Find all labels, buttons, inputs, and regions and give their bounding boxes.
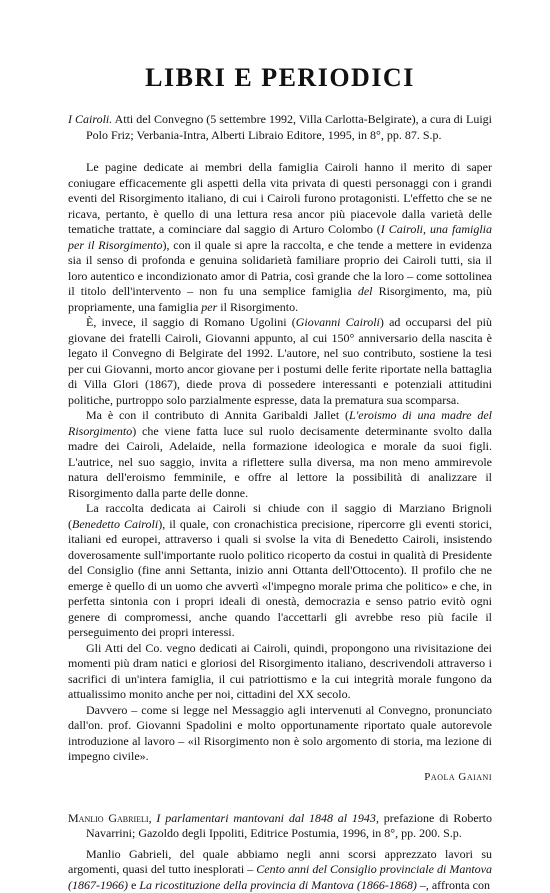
text-run: –, affronta con [417,878,490,892]
page-title: LIBRI E PERIODICI [68,0,492,96]
review-2-citation [68,811,492,842]
text-run: e [128,878,139,892]
work-title: Cento anni del Consiglio provinciale di Mantova (1867-1966) [68,862,492,892]
review-2-book-title: I parlamentari mantovani dal 1848 al 1943 [156,811,376,825]
review-1-signature: Paola Gaiani [68,771,492,783]
review-1-paragraph-4 [68,501,492,641]
review-2-citation-details: , prefazione di Roberto Navarrini; Gazoldo degli Ippoliti, Editrice Postumia, 1996, in 8°, pp. 200. S.p. [86,811,492,841]
text-run: Manlio Gabrieli, del quale abbiamo negli anni scorsi apprezzato lavori su argomenti, quasi del tutto inesplorati – [68,847,492,877]
review-1-citation-details: Atti del Convegno (5 settembre 1992, Villa Carlotta-Belgirate), a cura di Luigi Polo Friz; Verbania-Intra, Alberti Libraio Editore, 1995, in 8°, pp. 87. S.p. [86,112,492,142]
emphasis: per [201,300,217,314]
essay-title: L'eroismo di una madre del Risorgimento [68,408,492,438]
review-1-paragraph-3 [68,408,492,501]
text-run: Risorgimento, ma, più propriamente, una famiglia [68,284,492,314]
review-2-paragraph-1 [68,847,492,893]
text-run: ), con il quale si apre la raccolta, e che tende a mettere in evidenza sia il senso di profonda e genuina solidarietà familiare proprio dei Cairoli tutti, sia il loro autentico e incondizionato amor di Patria, così grande che la loro – come sottolinea il titolo dell'intervento – non fu una semplice famiglia [68,238,492,299]
review-2-body [68,847,492,893]
text-run: il Risorgimento. [217,300,298,314]
text-run: Le pagine dedicate ai membri della famiglia Cairoli hanno il merito di saper coniugare efficacemente gli aspetti della vita privata di questi personaggi con i grandi eventi del Risorgimento italiano, di cui i Cairoli furono protagonisti. L'effetto che se ne ricava, pertanto, è quello di una lettura resa ancor più piacevole dalla varietà delle tematiche trattate, a cominciare dal saggio di Arturo Colombo ( [68,160,492,236]
work-title: La ricostituzione della provincia di Mantova (1866-1868) [139,878,417,892]
essay-title: I Cairoli, una famiglia per il Risorgimento [68,222,492,252]
text-run: ), il quale, con cronachistica precisione, ripercorre gli eventi storici, italiani ed europei, attraverso i quali si svolse la vita di Benedetto Cairoli, insistendo doverosamente sull'importante ruolo politico ricoperto da costui in qualità di Presidente del Consiglio (fine anni Settanta, inizio anni Ottanta dell'Ottocento). Il profilo che ne emerge è quello di un uomo che avvertì «l'impegno morale prima che politico» e che, in perfetta sintonia con i propri ideali di onestà, democrazia e senso patrio evitò ogni genere di compromessi, anche quando l'accettarli gli avrebbe reso più facile il perseguimento dei propri interessi. [68,517,492,640]
review-1-book-title: I Cairoli. [68,112,112,126]
text-run: ) ad occuparsi del più giovane dei fratelli Cairoli, Giovanni appunto, al cui 150° anniversario della nascita è legato il Convegno di Belgirate del 1992. L'autore, nel suo contributo, sostiene la tesi per cui Giovanni, morto ancor giovane per i postumi delle ferite riportate nella battaglia di Villa Glori (1867), diede prova di possedere interessanti e potenziali attitudini politiche, purtroppo solo parzialmente espresse, data la prematura sua scomparsa. [68,315,492,407]
essay-title: Benedetto Cairoli [72,517,158,531]
review-1-paragraph-6: Davvero – come si legge nel Messaggio agli intervenuti al Convegno, pronunciato dall'on. prof. Giovanni Spadolini e molto opportunamente riportato quale autorevole introduzione al lavoro – «il Risorgimento non è solo argomento di storia, ma lezione di impegno civile». [68,703,492,765]
text-run: , [149,811,157,825]
review-1-paragraph-1 [68,160,492,315]
review-1-body [68,160,492,765]
text-run: Ma è con il contributo di Annita Garibaldi Jallet ( [86,408,349,422]
review-1-paragraph-5: Gli Atti del Co. vegno dedicati ai Cairoli, quindi, propongono una rivisitazione dei momenti più dram natici e gloriosi del Risorgimento italiano, descrivendoli attraverso i sacrifici di un'intera famiglia, il cui patriottismo e la cui integrità morale fungono da attualissimo monito anche per noi, cittadini del XX secolo. [68,641,492,703]
text-run: ) che viene fatta luce sul ruolo decisamente determinante svolto dalla madre dei Cairoli, Adelaide, nella formazione ideologica e morale da suoi figli. L'autrice, nel suo saggio, invita a riflettere sulla diversa, ma non meno ammirevole natura dell'eroismo femminile, e offre al lettore la possibilità di analizzare il Risorgimento dalla parte delle donne. [68,424,492,500]
review-1-paragraph-2 [68,315,492,408]
essay-title: Giovanni Cairoli [296,315,380,329]
text-run: La raccolta dedicata ai Cairoli si chiude con il saggio di Marziano Brignoli ( [68,501,492,531]
text-run: È, invece, il saggio di Romano Ugolini ( [86,315,296,329]
emphasis: del [358,284,373,298]
review-1-citation [68,112,492,143]
review-2-author: Manlio Gabrieli [68,811,149,825]
